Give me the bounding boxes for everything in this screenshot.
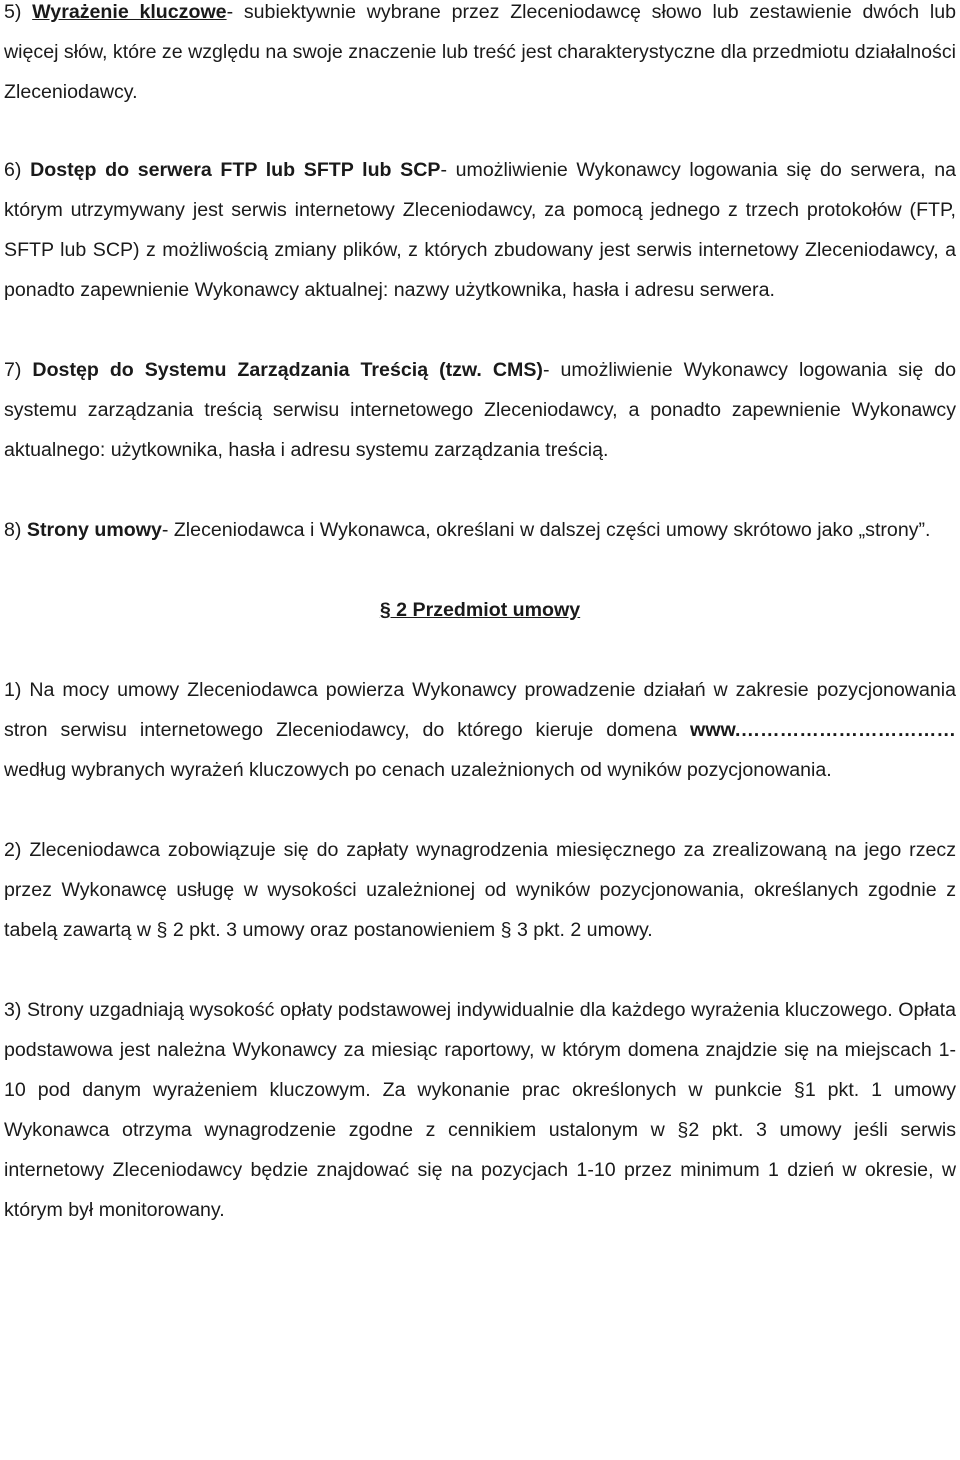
definition-term: Strony umowy <box>26 519 162 541</box>
spacer <box>4 470 956 510</box>
definition-6 <box>4 150 956 310</box>
definition-number: 6) <box>4 159 31 181</box>
spacer <box>4 630 956 670</box>
spacer <box>4 310 956 350</box>
clause-3 <box>4 990 956 1230</box>
definition-term: Dostęp do serwera FTP lub SFTP lub SCP <box>30 159 441 181</box>
clause-text: 1) Na mocy umowy Zleceniodawca powierza Wykonawcy prowadzenie działań w zakresie pozycjonowania stron serwisu internetowego Zleceniodawcy, do którego kieruje domena <box>4 679 956 741</box>
clause-text-continued: według wybranych wyrażeń kluczowych po cenach uzależnionych od wyników pozycjonowania. <box>4 759 832 781</box>
definition-term: Wyrażenie kluczowe <box>32 1 227 23</box>
spacer <box>4 550 956 590</box>
definition-8 <box>4 510 956 550</box>
definition-number: 7) <box>4 359 33 381</box>
domain-placeholder: www.…………………………… <box>690 719 956 741</box>
clause-2 <box>4 830 956 950</box>
definition-number: 8) <box>4 519 27 541</box>
definition-5 <box>4 0 956 112</box>
definition-text: - umożliwienie Wykonawcy logowania się do systemu zarządzania treścią serwisu internetowego Zleceniodawcy, a ponadto zapewnienie Wykonawcy aktualnego: użytkownika, hasła i adresu systemu zarządzania treścią. <box>4 359 956 461</box>
definition-term: Dostęp do Systemu Zarządzania Treścią (tzw. CMS) <box>32 359 543 381</box>
definition-number: 5) <box>4 1 33 23</box>
definition-text: - umożliwienie Wykonawcy logowania się do serwera, na którym utrzymywany jest serwis internetowy Zleceniodawcy, za pomocą jednego z trzech protokołów (FTP, SFTP lub SCP) z możliwością zmiany plików, z których zbudowany jest serwis internetowy Zleceniodawcy, a ponadto zapewnienie Wykonawcy aktualnej: nazwy użytkownika, hasła i adresu serwera. <box>4 159 957 301</box>
spacer <box>4 950 956 990</box>
spacer <box>4 112 956 150</box>
clause-1 <box>4 670 956 790</box>
spacer <box>4 790 956 830</box>
definition-7 <box>4 350 956 470</box>
section-heading <box>4 590 956 630</box>
clause-text: 3) Strony uzgadniają wysokość opłaty podstawowej indywidualnie dla każdego wyrażenia kluczowego. Opłata podstawowa jest należna Wykonawcy za miesiąc raportowy, w którym domena znajdzie się na miejscach 1-10 pod danym wyrażeniem kluczowym. Za wykonanie prac określonych w punkcie §1 pkt. 1 umowy Wykonawca otrzyma wynagrodzenie zgodne z cennikiem ustalonym w §2 pkt. 3 umowy jeśli serwis internetowy Zleceniodawcy będzie znajdować się na pozycjach 1-10 przez minimum 1 dzień w okresie, w którym był monitorowany. <box>4 999 956 1221</box>
definition-text: - Zleceniodawca i Wykonawca, określani w dalszej części umowy skrótowo jako „strony”. <box>161 519 931 541</box>
definition-text: - subiektywnie wybrane przez Zleceniodawcę słowo lub zestawienie dwóch lub więcej słów, które ze względu na swoje znaczenie lub treść jest charakterystyczne dla przedmiotu działalności Zleceniodawcy. <box>4 1 956 103</box>
clause-text: 2) Zleceniodawca zobowiązuje się do zapłaty wynagrodzenia miesięcznego za zrealizowaną na jego rzecz przez Wykonawcę usługę w wysokości uzależnionej od wyników pozycjonowania, określanych zgodnie z tabelą zawartą w § 2 pkt. 3 umowy oraz postanowieniem § 3 pkt. 2 umowy. <box>4 839 956 941</box>
section-title: § 2 Przedmiot umowy <box>379 599 581 621</box>
